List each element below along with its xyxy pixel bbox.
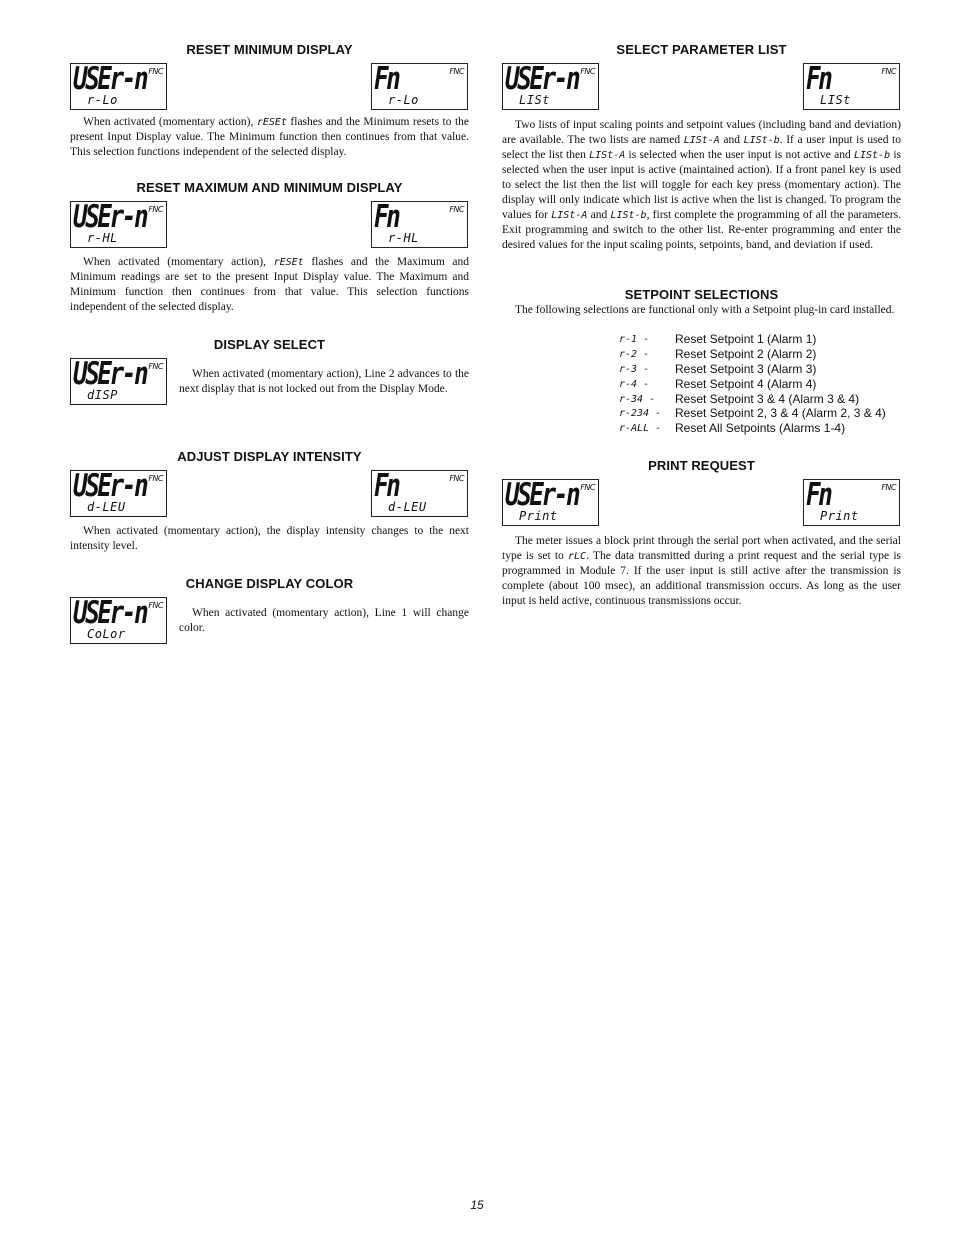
lcd-code-inline: rESEt <box>256 117 287 128</box>
lcd-user-input <box>502 479 599 526</box>
lcd-code: d-LEU <box>87 500 126 514</box>
lcd-main: USEr-n <box>505 477 579 513</box>
intensity-section <box>70 449 469 552</box>
section-title: SETPOINT SELECTIONS <box>624 287 779 302</box>
lcd-fn <box>371 63 468 110</box>
section-title: DISPLAY SELECT <box>213 337 326 352</box>
lcd-main: USEr-n <box>73 356 147 392</box>
section-body: The meter issues a block print through the serial port when activated, and the serial type is set to rLC. The data transmitted during a print request and the serial type is programmed in Module 7. If the user input is still active after the transmission is complete (about 100 msec), an additional transmission occurs. As long as the user input is held active, continuous transmissions occur. <box>502 535 901 607</box>
lcd-main: Fn <box>374 199 399 235</box>
section-body: When activated (momentary action), Line 2 advances to the next display that is not locked out from the Display Mode. <box>179 368 469 395</box>
lcd-code: d-LEU <box>388 500 427 514</box>
lcd-fnc: FNC <box>148 474 163 483</box>
lcd-fnc: FNC <box>148 362 163 371</box>
lcd-main: USEr-n <box>73 595 147 631</box>
lcd-fnc: FNC <box>881 483 896 492</box>
lcd-code-inline: LISt-A <box>551 210 588 221</box>
section-body: When activated (momentary action), Line 1 will change color. <box>179 607 469 634</box>
parameter-list-section <box>502 42 902 251</box>
section-title: SELECT PARAMETER LIST <box>616 42 787 57</box>
section-body: When activated (momentary action), the display intensity changes to the next intensity level. <box>70 525 469 552</box>
lcd-code-inline: rLC <box>568 551 587 562</box>
lcd-main: USEr-n <box>73 61 147 97</box>
lcd-code: CoLor <box>87 627 126 641</box>
lcd-user-input <box>502 63 599 110</box>
lcd-main: Fn <box>806 477 831 513</box>
lcd-user-input <box>70 597 167 644</box>
lcd-code: Print <box>820 509 859 523</box>
lcd-code: r-Lo <box>87 93 118 107</box>
lcd-fn <box>371 470 468 517</box>
lcd-code-inline: LISt-A <box>683 135 720 146</box>
section-title: CHANGE DISPLAY COLOR <box>185 576 354 591</box>
lcd-fn <box>803 479 900 526</box>
section-body: When activated (momentary action), rESEt flashes and the Maximum and Minimum readings are set to the present Input Display value. The Maximum and Minimum function then continues from that value. This selection functions independent of the selected display. <box>70 256 470 313</box>
lcd-fn <box>371 201 468 248</box>
lcd-code: dISP <box>87 388 118 402</box>
lcd-fnc: FNC <box>449 67 464 76</box>
lcd-code: LISt <box>519 93 550 107</box>
color-section <box>70 576 469 641</box>
section-title: ADJUST DISPLAY INTENSITY <box>177 449 362 464</box>
lcd-fnc: FNC <box>449 474 464 483</box>
lcd-main: Fn <box>374 468 399 504</box>
reset-minimum-section <box>70 42 469 158</box>
lcd-main: USEr-n <box>73 199 147 235</box>
lcd-main: USEr-n <box>73 468 147 504</box>
lcd-fn <box>803 63 900 110</box>
lcd-main: Fn <box>374 61 399 97</box>
lcd-main: USEr-n <box>505 61 579 97</box>
lcd-fnc: FNC <box>580 483 595 492</box>
section-title: PRINT REQUEST <box>648 458 755 473</box>
lcd-code-inline: LISt-b <box>743 135 780 146</box>
lcd-fnc: FNC <box>148 601 163 610</box>
lcd-user-input <box>70 201 167 248</box>
lcd-code: r-HL <box>87 231 118 245</box>
lcd-user-input <box>70 358 167 405</box>
section-title: RESET MAXIMUM AND MINIMUM DISPLAY <box>136 180 403 195</box>
page-number: 15 <box>470 1198 484 1212</box>
section-body: The following selections are functional only with a Setpoint plug-in card installed. <box>515 304 895 316</box>
lcd-fnc: FNC <box>580 67 595 76</box>
lcd-code-inline: LISt-A <box>589 150 626 161</box>
lcd-user-input <box>70 470 167 517</box>
lcd-code-inline: LISt-b <box>853 150 891 161</box>
lcd-code-inline: LISt-b <box>610 210 647 221</box>
print-request-section <box>502 458 901 607</box>
lcd-fnc: FNC <box>449 205 464 214</box>
section-body: When activated (momentary action), rESEt flashes and the Minimum resets to the present Input Display value. The Minimum function then continues from that value. This selection functions independent of the selected display. <box>70 116 469 158</box>
reset-max-min-section <box>70 180 470 313</box>
lcd-code: r-Lo <box>388 93 419 107</box>
lcd-code: LISt <box>820 93 851 107</box>
lcd-fnc: FNC <box>148 67 163 76</box>
setpoint-section: SETPOINT SELECTIONS The following selections are functional only with a Setpoint plug-in card installed. r-1 - Reset Setpoint 1 (Alarm 1) r-2 - Reset Setpoint 2 (Alarm 2) r-3 - Reset Setpoint 3 (Alarm 3) r-4 - Reset Setpoint 4 (Alarm 4) r-34 - Reset Setpoint 3 & 4 (Alarm 3 & 4) r-234 - Reset Setpoint 2, 3 & 4 (Alarm 2, 3 & 4) r-ALL - Reset All Setpoints (Alarms 1-4) <box>502 287 901 302</box>
lcd-user-input <box>70 63 167 110</box>
section-title: RESET MINIMUM DISPLAY <box>186 42 353 57</box>
lcd-code-inline: rESEt <box>273 257 304 268</box>
lcd-fnc: FNC <box>148 205 163 214</box>
lcd-main: Fn <box>806 61 831 97</box>
lcd-fnc: FNC <box>881 67 896 76</box>
section-body: Two lists of input scaling points and setpoint values (including band and deviation) are available. The two lists are named LISt-A and LISt-b. If a user input is used to select the list then LISt-A is selected when the user input is not active and LISt-b is selected when the user input is active (maintained action). If a front panel key is used to select the list then the list will toggle for each key press (momentary action). The display will only indicate which list is active when the list is changed. To program the values for LISt-A and LISt-b, first complete the programming of all the parameters. Exit programming and switch to the other list. Re-enter programming and enter the desired values for the input scaling points, setpoints, band, and deviation if used. <box>502 119 902 251</box>
lcd-code: r-HL <box>388 231 419 245</box>
lcd-code: Print <box>519 509 558 523</box>
